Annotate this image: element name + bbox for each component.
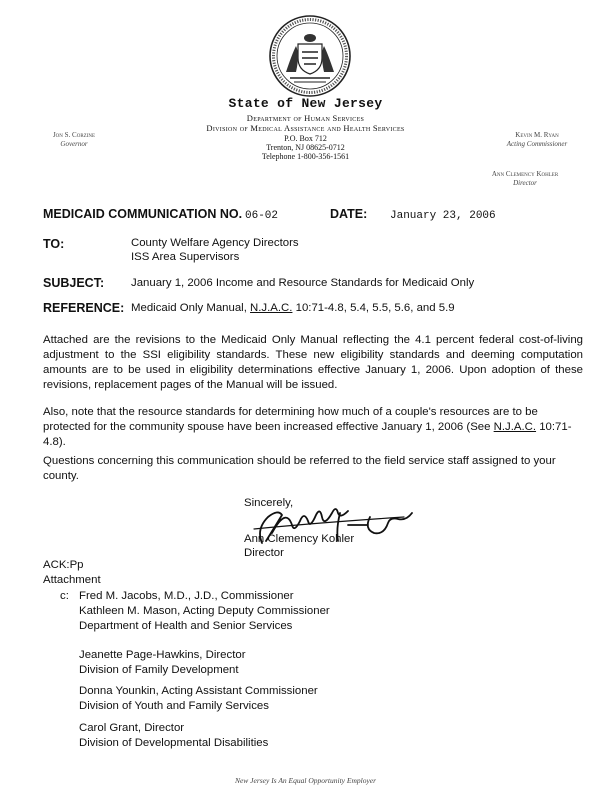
cc-label: c: — [60, 590, 69, 602]
director-title: Director — [513, 179, 537, 187]
date-value: January 23, 2006 — [390, 210, 496, 222]
communication-label: MEDICAID COMMUNICATION NO. — [43, 207, 243, 221]
reference-value — [131, 301, 455, 316]
cc-recipient-block — [79, 684, 318, 714]
ack-initials: ACK:Pp — [43, 559, 84, 571]
governor-name: Jon S. Corzine — [52, 131, 96, 139]
letterhead-po-box: P.O. Box 712 — [284, 134, 327, 143]
cc-recipient-block — [79, 721, 268, 751]
to-recipient: ISS Area Supervisors — [131, 251, 240, 263]
letterhead-state: State of New Jersey — [228, 96, 383, 111]
closing-sincerely: Sincerely, — [244, 497, 294, 509]
para2-text: Also, note that the resource standards for determining how much of a couple's resources are to be protected for the community spouse have been increased effective January 1, 2006 (See — [43, 406, 538, 433]
letterhead-city: Trenton, NJ 08625-0712 — [266, 143, 345, 152]
reference-prefix: Medicaid Only Manual, — [131, 302, 247, 314]
commissioner-name: Kevin M. Ryan — [515, 131, 559, 139]
body-paragraph-3: Questions concerning this communication should be referred to the field service staff assigned to your county. — [43, 455, 556, 482]
cc-line: Division of Family Development — [79, 664, 239, 676]
to-label: TO: — [43, 237, 65, 251]
cc-line: Carol Grant, Director — [79, 722, 185, 734]
reference-suffix: 10:71-4.8, 5.4, 5.5, 5.6, and 5.9 — [295, 302, 455, 314]
governor-title: Governor — [60, 140, 88, 148]
cc-line: Fred M. Jacobs, M.D., J.D., Commissioner — [79, 590, 294, 602]
director-name: Ann Clemency Kohler — [491, 170, 559, 178]
letterhead-division: Division of Medical Assistance and Health Services — [206, 123, 405, 133]
reference-label: REFERENCE: — [43, 301, 125, 315]
cc-line: Division of Developmental Disabilities — [79, 737, 269, 749]
communication-number: 06-02 — [245, 210, 279, 222]
cc-line: Jeanette Page-Hawkins, Director — [79, 649, 246, 661]
letterhead-department: Department of Human Services — [246, 113, 365, 123]
cc-line: Donna Younkin, Acting Assistant Commissioner — [79, 685, 318, 697]
to-recipient: County Welfare Agency Directors — [131, 237, 299, 249]
signer-title: Director — [244, 547, 284, 559]
reference-njac: N.J.A.C. — [250, 302, 293, 314]
body-paragraph-1: Attached are the revisions to the Medicaid Only Manual reflecting the 4.1 percent federal cost-of-living adjustment to the SSI eligibility standards. These new eligibility standards and deeming computation amounts are to be used in eligibility determinations effective January 1, 2006. Upon adoption of these revisions, replacement pages of the Manual will be issued. — [43, 334, 583, 391]
subject-value: January 1, 2006 Income and Resource Standards for Medicaid Only — [131, 277, 475, 289]
para2-njac: N.J.A.C. — [493, 421, 537, 433]
attachment-note: Attachment — [43, 574, 101, 586]
para2-end: 10:71-4.8). — [43, 421, 572, 448]
signer-name: Ann Clemency Kohler — [244, 533, 355, 545]
state-seal-icon — [268, 14, 352, 98]
commissioner-title: Acting Commissioner — [506, 140, 568, 148]
date-label: DATE: — [330, 207, 368, 221]
cc-line: Department of Health and Senior Services — [79, 620, 293, 632]
footer-equal-opportunity: New Jersey Is An Equal Opportunity Employer — [234, 776, 377, 785]
letterhead-phone: Telephone 1-800-356-1561 — [261, 152, 350, 161]
body-paragraph-2 — [43, 405, 583, 450]
cc-recipient-block — [79, 589, 330, 634]
cc-recipient-block — [79, 648, 246, 678]
cc-line: Kathleen M. Mason, Acting Deputy Commissioner — [79, 605, 330, 617]
subject-label: SUBJECT: — [43, 276, 105, 290]
cc-line: Division of Youth and Family Services — [79, 700, 269, 712]
